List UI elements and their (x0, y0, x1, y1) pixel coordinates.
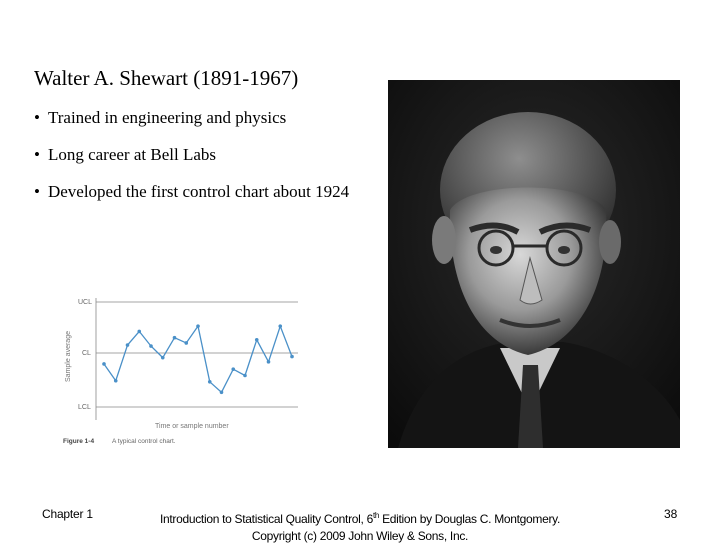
data-point (102, 362, 106, 366)
bullet-list (34, 108, 354, 219)
data-series (102, 324, 294, 394)
data-point (278, 324, 282, 328)
lcl-label: LCL (78, 404, 91, 411)
footer-chapter: Chapter 1 (42, 507, 93, 521)
data-point (267, 360, 271, 364)
right-eye (558, 246, 570, 254)
left-eye (490, 246, 502, 254)
control-chart-figure (60, 290, 310, 450)
data-point (161, 356, 165, 360)
bullet-item (34, 108, 354, 128)
footer-citation (140, 507, 580, 545)
bullet-item (34, 182, 354, 202)
left-ear (432, 216, 456, 264)
bullet-glyph: • (34, 108, 40, 127)
footer-copyright: Copyright (c) 2009 John Wiley & Sons, Inc. (251, 529, 469, 543)
ucl-label: UCL (78, 299, 93, 306)
data-point (220, 391, 224, 395)
bullet-text: Trained in engineering and physics (47, 108, 287, 127)
bullet-text: Long career at Bell Labs (47, 145, 216, 164)
footer-book-line (140, 507, 580, 528)
slide-title: Walter A. Shewart (1891-1967) (34, 66, 299, 90)
data-point (290, 355, 294, 359)
bullet-glyph: • (34, 145, 40, 164)
data-point (208, 380, 212, 384)
data-point (184, 341, 188, 345)
bullet-text: Developed the first control chart about 1924 (47, 182, 350, 201)
bullet-glyph: • (34, 182, 40, 201)
bullet-item (34, 145, 354, 165)
y-axis-label: Sample average (65, 331, 72, 382)
figure-caption-text: A typical control chart. (112, 438, 176, 445)
data-point (126, 343, 130, 347)
figure-caption-number: Figure 1-4 (63, 438, 95, 445)
data-point (173, 336, 177, 340)
portrait-photo (388, 80, 680, 448)
data-point (149, 344, 153, 348)
data-point (243, 374, 247, 378)
right-ear (599, 220, 621, 264)
cl-label: CL (82, 350, 91, 357)
data-point (114, 379, 118, 383)
footer-book-sup: th (372, 511, 380, 520)
data-point (231, 367, 235, 371)
data-point (196, 324, 200, 328)
footer-book-suffix: Edition by Douglas C. Montgomery. (379, 512, 561, 526)
footer-book-prefix: Introduction to Statistical Quality Control, 6 (159, 512, 373, 526)
footer-page-number: 38 (664, 507, 678, 521)
series-line (104, 326, 292, 392)
data-point (255, 338, 259, 342)
x-axis-label: Time or sample number (155, 423, 229, 430)
data-point (137, 330, 141, 334)
